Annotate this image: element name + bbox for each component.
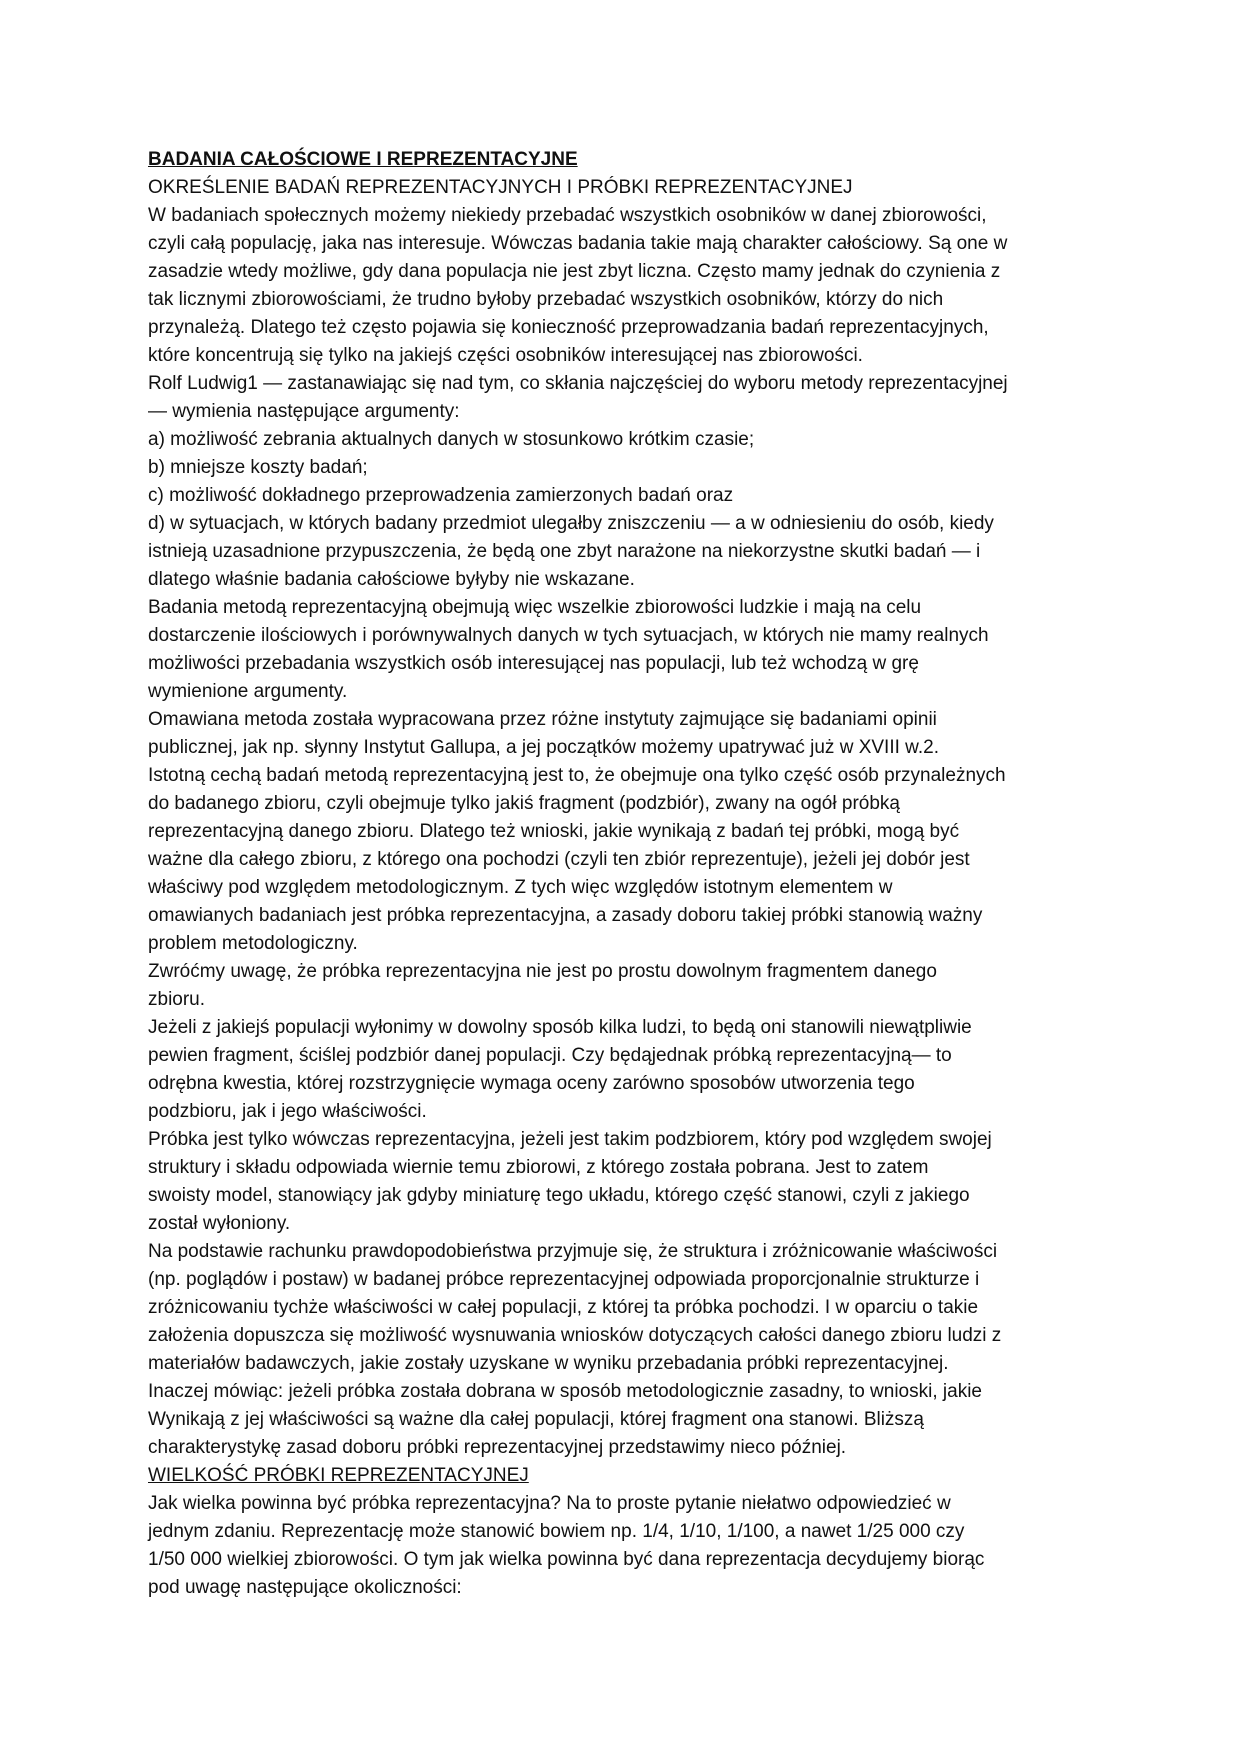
text-line: Jeżeli z jakiejś populacji wyłonimy w dowolny sposób kilka ludzi, to będą oni stanowili niewątpliwie <box>148 1017 972 1038</box>
text-line: czyli całą populację, jaka nas interesuje. Wówczas badania takie mają charakter całościowy. Są one w <box>148 233 1008 254</box>
text-line: a) możliwość zebrania aktualnych danych w stosunkowo krótkim czasie; <box>148 429 755 450</box>
document-title: BADANIA CAŁOŚCIOWE I REPREZENTACYJNE <box>148 149 578 170</box>
text-line: podzbioru, jak i jego właściwości. <box>148 1101 427 1122</box>
text-line: wymienione argumenty. <box>148 681 348 702</box>
text-line: (np. poglądów i postaw) w badanej próbce reprezentacyjnej odpowiada proporcjonalnie strukturze i <box>148 1269 980 1290</box>
text-line: c) możliwość dokładnego przeprowadzenia zamierzonych badań oraz <box>148 485 734 506</box>
text-line: odrębna kwestia, której rozstrzygnięcie wymaga oceny zarówno sposobów utworzenia tego <box>148 1073 915 1094</box>
text-line: Próbka jest tylko wówczas reprezentacyjna, jeżeli jest takim podzbiorem, który pod względem swojej <box>148 1129 992 1150</box>
text-line: — wymienia następujące argumenty: <box>148 401 460 422</box>
text-line: Badania metodą reprezentacyjną obejmują więc wszelkie zbiorowości ludzkie i mają na celu <box>148 597 922 618</box>
text-line: materiałów badawczych, jakie zostały uzyskane w wyniku przebadania próbki reprezentacyjnej. <box>148 1353 949 1374</box>
text-line: zasadzie wtedy możliwe, gdy dana populacja nie jest zbyt liczna. Często mamy jednak do czynienia z <box>148 261 1001 282</box>
text-line: pewien fragment, ściślej podzbiór danej populacji. Czy będąjednak próbką reprezentacyjną— to <box>148 1045 952 1066</box>
text-line: zbioru. <box>148 989 206 1010</box>
text-line: problem metodologiczny. <box>148 933 358 954</box>
document-page <box>148 146 1108 1602</box>
section-title: WIELKOŚĆ PRÓBKI REPREZENTACYJNEJ <box>148 1465 529 1486</box>
text-line: dostarczenie ilościowych i porównywalnych danych w tych sytuacjach, w których nie mamy realnych <box>148 625 989 646</box>
text-line: b) mniejsze koszty badań; <box>148 457 368 478</box>
text-line: charakterystykę zasad doboru próbki reprezentacyjnej przedstawimy nieco później. <box>148 1437 847 1458</box>
text-line: d) w sytuacjach, w których badany przedmiot ulegałby zniszczeniu — a w odniesieniu do osób, kiedy <box>148 513 994 534</box>
text-line: Istotną cechą badań metodą reprezentacyjną jest to, że obejmuje ona tylko część osób przynależnych <box>148 765 1006 786</box>
text-line: swoisty model, stanowiący jak gdyby miniaturę tego układu, którego część stanowi, czyli z jakiego <box>148 1185 970 1206</box>
text-line: istnieją uzasadnione przypuszczenia, że będą one zbyt narażone na niekorzystne skutki badań — i <box>148 541 981 562</box>
text-line: omawianych badaniach jest próbka reprezentacyjna, a zasady doboru takiej próbki stanowią ważny <box>148 905 983 926</box>
body-text <box>148 202 1108 1462</box>
text-line: W badaniach społecznych możemy niekiedy przebadać wszystkich osobników w danej zbiorowości, <box>148 205 987 226</box>
text-line: Na podstawie rachunku prawdopodobieństwa przyjmuje się, że struktura i zróżnicowanie właściwości <box>148 1241 998 1262</box>
text-line: przynależą. Dlatego też często pojawia się konieczność przeprowadzania badań reprezentacyjnych, <box>148 317 989 338</box>
text-line: 1/50 000 wielkiej zbiorowości. O tym jak wielka powinna być dana reprezentacja decydujemy biorąc <box>148 1549 985 1570</box>
text-line: właściwy pod względem metodologicznym. Z tych więc względów istotnym elementem w <box>148 877 893 898</box>
text-line: założenia dopuszcza się możliwość wysnuwania wniosków dotyczących całości danego zbioru ludzi z <box>148 1325 1002 1346</box>
text-line: ważne dla całego zbioru, z którego ona pochodzi (czyli ten zbiór reprezentuje), jeżeli jej dobór jest <box>148 849 970 870</box>
text-line: zróżnicowaniu tychże właściwości w całej populacji, z której ta próbka pochodzi. I w oparciu o takie <box>148 1297 979 1318</box>
text-line: tak licznymi zbiorowościami, że trudno byłoby przebadać wszystkich osobników, którzy do nich <box>148 289 944 310</box>
text-line: publicznej, jak np. słynny Instytut Gallupa, a jej początków możemy upatrywać już w XVIII w.2. <box>148 737 939 758</box>
text-line: pod uwagę następujące okoliczności: <box>148 1577 462 1598</box>
text-line: reprezentacyjną danego zbioru. Dlatego też wnioski, jakie wynikają z badań tej próbki, mogą być <box>148 821 960 842</box>
text-line: do badanego zbioru, czyli obejmuje tylko jakiś fragment (podzbiór), zwany na ogół próbką <box>148 793 900 814</box>
section-body-text <box>148 1490 1108 1602</box>
text-line: został wyłoniony. <box>148 1213 291 1234</box>
text-line: które koncentrują się tylko na jakiejś części osobników interesującej nas zbiorowości. <box>148 345 863 366</box>
text-line: Omawiana metoda została wypracowana przez różne instytuty zajmujące się badaniami opinii <box>148 709 937 730</box>
document-subtitle: OKREŚLENIE BADAŃ REPREZENTACYJNYCH I PRÓBKI REPREZENTACYJNEJ <box>148 177 853 198</box>
text-line: Zwróćmy uwagę, że próbka reprezentacyjna nie jest po prostu dowolnym fragmentem danego <box>148 961 937 982</box>
text-line: Wynikają z jej właściwości są ważne dla całej populacji, której fragment ona stanowi. Bliższą <box>148 1409 925 1430</box>
text-line: Rolf Ludwig1 — zastanawiając się nad tym, co skłania najczęściej do wyboru metody reprezentacyjnej <box>148 373 1008 394</box>
text-line: dlatego właśnie badania całościowe byłyby nie wskazane. <box>148 569 635 590</box>
text-line: Jak wielka powinna być próbka reprezentacyjna? Na to proste pytanie niełatwo odpowiedzieć w <box>148 1493 951 1514</box>
text-line: Inaczej mówiąc: jeżeli próbka została dobrana w sposób metodologicznie zasadny, to wnioski, jakie <box>148 1381 982 1402</box>
text-line: jednym zdaniu. Reprezentację może stanowić bowiem np. 1/4, 1/10, 1/100, a nawet 1/25 000 czy <box>148 1521 965 1542</box>
text-line: możliwości przebadania wszystkich osób interesującej nas populacji, lub też wchodzą w grę <box>148 653 919 674</box>
text-line: struktury i składu odpowiada wiernie temu zbiorowi, z którego została pobrana. Jest to zatem <box>148 1157 929 1178</box>
